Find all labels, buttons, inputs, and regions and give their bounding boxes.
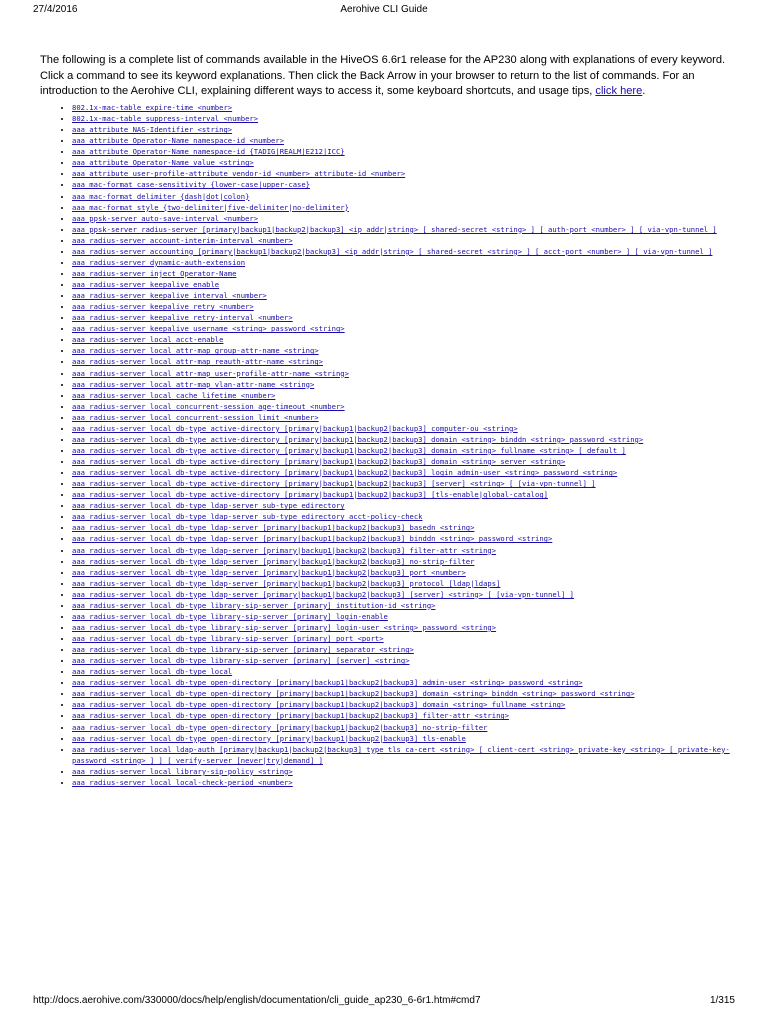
command-link[interactable]: aaa attribute Operator-Name value <string> bbox=[72, 158, 254, 168]
command-list-item bbox=[72, 522, 742, 533]
command-list-item bbox=[72, 345, 742, 356]
command-link[interactable]: aaa attribute NAS-Identifier <string> bbox=[72, 125, 233, 135]
command-link[interactable]: aaa radius-server local concurrent-session age-timeout <number> bbox=[72, 401, 345, 411]
command-list-item bbox=[72, 766, 742, 777]
command-link[interactable]: aaa radius-server local attr-map user-profile-attr-name <string> bbox=[72, 368, 349, 378]
command-list-item bbox=[72, 323, 742, 334]
command-link[interactable]: aaa radius-server local db-type active-directory [primary|backup1|backup2|backup3] [server] <string> [ [via-vpn-tunnel] ] bbox=[72, 479, 596, 489]
print-date: 27/4/2016 bbox=[33, 4, 78, 15]
command-link[interactable]: aaa radius-server local db-type ldap-server [primary|backup1|backup2|backup3] binddn <string> password <string> bbox=[72, 534, 553, 544]
command-list-item bbox=[72, 224, 742, 235]
command-link[interactable]: aaa radius-server local db-type open-directory [primary|backup1|backup2|backup3] no-strip-filter bbox=[72, 722, 488, 732]
command-list-item bbox=[72, 777, 742, 788]
command-link[interactable]: aaa radius-server local db-type open-directory [primary|backup1|backup2|backup3] admin-user <string> password <string> bbox=[72, 678, 583, 688]
command-link[interactable]: aaa attribute user-profile-attribute vendor-id <number> attribute-id <number> bbox=[72, 169, 406, 179]
intro-text-end: . bbox=[642, 85, 646, 98]
command-list-item bbox=[72, 677, 742, 688]
command-link[interactable]: aaa radius-server keepalive interval <number> bbox=[72, 291, 267, 301]
command-link[interactable]: aaa radius-server local db-type open-directory [primary|backup1|backup2|backup3] domain <string> fullname <string> bbox=[72, 700, 566, 710]
command-link[interactable]: aaa mac-format case-sensitivity {lower-case|upper-case} bbox=[72, 180, 310, 190]
command-list-item bbox=[72, 733, 742, 744]
command-link[interactable]: aaa radius-server local acct-enable bbox=[72, 335, 224, 345]
command-link[interactable]: aaa ppsk-server radius-server [primary|backup1|backup2|backup3] <ip_addr|string> [ shared-secret <string> ] [ auth-port <number> ] [ via-vpn-tunnel ] bbox=[72, 224, 717, 234]
command-link[interactable]: aaa radius-server local db-type ldap-server [primary|backup1|backup2|backup3] [server] <string> [ [via-vpn-tunnel] ] bbox=[72, 589, 574, 599]
command-list-item bbox=[72, 301, 742, 312]
command-list-item bbox=[72, 334, 742, 345]
command-list-item bbox=[72, 423, 742, 434]
command-list-item bbox=[72, 401, 742, 412]
command-list-item bbox=[72, 456, 742, 467]
command-link[interactable]: aaa radius-server local db-type active-directory [primary|backup1|backup2|backup3] login admin-user <string> password <string> bbox=[72, 468, 618, 478]
command-list-item bbox=[72, 168, 742, 179]
command-link[interactable]: aaa radius-server local db-type ldap-server [primary|backup1|backup2|backup3] port <number> bbox=[72, 567, 466, 577]
command-link[interactable]: aaa attribute Operator-Name namespace-id <number> bbox=[72, 136, 285, 146]
command-link[interactable]: aaa radius-server local db-type active-directory [primary|backup1|backup2|backup3] [tls-enable|global-catalog] bbox=[72, 490, 548, 500]
command-list-item bbox=[72, 710, 742, 721]
command-link[interactable]: aaa radius-server accounting [primary|backup1|backup2|backup3] <ip_addr|string> [ shared-secret <string> ] [ acct-port <number> ] [ via-vpn-tunnel ] bbox=[72, 246, 713, 256]
command-link[interactable]: aaa radius-server local attr-map vlan-attr-name <string> bbox=[72, 379, 315, 389]
command-link[interactable]: aaa radius-server local db-type ldap-server [primary|backup1|backup2|backup3] basedn <string> bbox=[72, 523, 475, 533]
command-list-item bbox=[72, 622, 742, 633]
command-link[interactable]: aaa radius-server local db-type ldap-server [primary|backup1|backup2|backup3] protocol [ldap|ldaps] bbox=[72, 578, 501, 588]
command-link[interactable]: aaa radius-server local attr-map reauth-attr-name <string> bbox=[72, 357, 323, 367]
command-link[interactable]: aaa radius-server inject Operator-Name bbox=[72, 268, 237, 278]
command-link[interactable]: aaa ppsk-server auto-save-interval <number> bbox=[72, 213, 259, 223]
command-list-item bbox=[72, 722, 742, 733]
command-list-item bbox=[72, 246, 742, 257]
command-list-item bbox=[72, 235, 742, 246]
command-list-item bbox=[72, 688, 742, 699]
command-list-item bbox=[72, 644, 742, 655]
command-list-item bbox=[72, 202, 742, 213]
command-link[interactable]: aaa radius-server local attr-map group-attr-name <string> bbox=[72, 346, 319, 356]
command-list-item bbox=[72, 279, 742, 290]
command-list-item bbox=[72, 290, 742, 301]
command-link[interactable]: aaa radius-server local db-type ldap-server [primary|backup1|backup2|backup3] no-strip-filter bbox=[72, 556, 475, 566]
command-list-item bbox=[72, 412, 742, 423]
command-list-item bbox=[72, 257, 742, 268]
command-link[interactable]: aaa radius-server local db-type ldap-server sub-type edirectory acct-policy-check bbox=[72, 512, 423, 522]
command-list-item bbox=[72, 655, 742, 666]
command-list-item bbox=[72, 390, 742, 401]
command-link[interactable]: aaa radius-server local db-type active-directory [primary|backup1|backup2|backup3] domain <string> fullname <string> [ default ] bbox=[72, 445, 626, 455]
command-list-item bbox=[72, 434, 742, 445]
command-link[interactable]: aaa radius-server local local-check-period <number> bbox=[72, 777, 293, 787]
intro-click-here-link[interactable]: click here bbox=[595, 85, 643, 98]
intro-text: The following is a complete list of commands available in the HiveOS 6.6r1 release for the AP230 along with explanations of every keyword. Click a command to see its keyword explanations. Then click the Back Arrow in your browser to return to the list of commands. For an introduction to the Aerohive CLI, explaining different ways to access it, some keyboard shortcuts, and usage tips, bbox=[40, 54, 726, 98]
command-link[interactable]: aaa radius-server local db-type active-directory [primary|backup1|backup2|backup3] computer-ou <string> bbox=[72, 423, 518, 433]
command-list-item bbox=[72, 533, 742, 544]
command-list-item bbox=[72, 489, 742, 500]
command-list-item bbox=[72, 744, 742, 766]
command-link[interactable]: aaa mac-format style {two-delimiter|five-delimiter|no-delimiter} bbox=[72, 202, 349, 212]
command-list-item bbox=[72, 478, 742, 489]
command-link[interactable]: aaa radius-server local db-type local bbox=[72, 667, 233, 677]
command-link[interactable]: aaa radius-server keepalive enable bbox=[72, 280, 220, 289]
command-list-item bbox=[72, 511, 742, 522]
command-list-item bbox=[72, 445, 742, 456]
print-header bbox=[0, 0, 768, 20]
command-link[interactable]: aaa radius-server local db-type open-directory [primary|backup1|backup2|backup3] filter-attr <string> bbox=[72, 711, 510, 721]
command-list-item bbox=[72, 268, 742, 279]
command-list-item bbox=[72, 589, 742, 600]
command-link[interactable]: aaa radius-server local db-type open-directory [primary|backup1|backup2|backup3] tls-enable bbox=[72, 733, 466, 743]
command-link[interactable]: aaa radius-server local db-type ldap-server sub-type edirectory bbox=[72, 501, 345, 511]
command-link[interactable]: aaa radius-server keepalive retry-interval <number> bbox=[72, 313, 293, 323]
page-url: http://docs.aerohive.com/330000/docs/help/english/documentation/cli_guide_ap230_6-6r1.htm#cmd7 bbox=[33, 995, 481, 1006]
command-link[interactable]: aaa radius-server keepalive username <string> password <string> bbox=[72, 324, 345, 334]
print-footer bbox=[0, 995, 768, 1015]
command-link[interactable]: aaa radius-server account-interim-interval <number> bbox=[72, 235, 293, 245]
command-link[interactable]: aaa radius-server keepalive retry <number> bbox=[72, 302, 254, 312]
command-link[interactable]: aaa radius-server local db-type open-directory [primary|backup1|backup2|backup3] domain <string> binddn <string> password <string> bbox=[72, 689, 635, 699]
command-list-item bbox=[72, 312, 742, 323]
command-list-item bbox=[72, 567, 742, 578]
command-link[interactable]: aaa radius-server local db-type library-sip-server [primary] login-user <string> password <string> bbox=[72, 622, 497, 632]
command-list-item bbox=[72, 191, 742, 202]
command-list-item bbox=[72, 379, 742, 390]
command-list-item bbox=[72, 556, 742, 567]
command-list-item bbox=[72, 135, 742, 146]
command-list-item bbox=[72, 633, 742, 644]
command-list-item bbox=[72, 611, 742, 622]
command-link[interactable]: aaa mac-format delimiter {dash|dot|colon} bbox=[72, 191, 250, 201]
command-link[interactable]: aaa radius-server local db-type active-directory [primary|backup1|backup2|backup3] domain <string> server <string> bbox=[72, 457, 566, 466]
command-list-item bbox=[72, 124, 742, 135]
command-link[interactable]: aaa radius-server local db-type library-sip-server [primary] institution-id <string> bbox=[72, 600, 436, 610]
command-list-item bbox=[72, 213, 742, 224]
command-list-item bbox=[72, 113, 742, 124]
command-link[interactable]: aaa radius-server local cache lifetime <number> bbox=[72, 390, 276, 400]
command-link[interactable]: aaa radius-server local db-type library-sip-server [primary] separator <string> bbox=[72, 645, 414, 655]
command-list-item bbox=[72, 545, 742, 556]
command-list-item bbox=[72, 600, 742, 611]
command-list-item bbox=[72, 356, 742, 367]
command-link[interactable]: aaa radius-server dynamic-auth-extension bbox=[72, 257, 246, 267]
command-list-item bbox=[72, 699, 742, 710]
command-link[interactable]: aaa radius-server local db-type library-sip-server [primary] port <port> bbox=[72, 634, 384, 643]
command-list-item bbox=[72, 157, 742, 168]
command-link[interactable]: aaa radius-server local ldap-auth [primary|backup1|backup2|backup3] type tls ca-cert <string> [ client-cert <string> private-key <string> [ private-key-password <string> ] ] [ verify-server [never|try|demand] ] bbox=[72, 744, 730, 765]
command-link[interactable]: aaa radius-server local db-type ldap-server [primary|backup1|backup2|backup3] filter-attr <string> bbox=[72, 545, 497, 555]
intro-paragraph bbox=[40, 53, 730, 100]
command-link[interactable]: 802.1x-mac-table expire-time <number> bbox=[72, 103, 233, 112]
command-link[interactable]: aaa radius-server local db-type library-sip-server [primary] [server] <string> bbox=[72, 656, 410, 666]
command-link[interactable]: aaa radius-server local db-type library-sip-server [primary] login-enable bbox=[72, 611, 388, 621]
command-list-item bbox=[72, 467, 742, 478]
command-list-item bbox=[72, 146, 742, 157]
command-list-item bbox=[72, 102, 742, 113]
command-list-item bbox=[72, 666, 742, 677]
command-list-item bbox=[72, 500, 742, 511]
command-link[interactable]: 802.1x-mac-table suppress-interval <number> bbox=[72, 114, 259, 124]
command-link[interactable]: aaa attribute Operator-Name namespace-id {TADIG|REALM|E212|ICC} bbox=[72, 147, 345, 157]
command-list-item bbox=[72, 578, 742, 589]
command-list-item bbox=[72, 179, 742, 190]
document-title: Aerohive CLI Guide bbox=[340, 4, 428, 15]
command-link[interactable]: aaa radius-server local library-sip-policy <string> bbox=[72, 766, 293, 776]
page-number: 1/315 bbox=[709, 995, 735, 1006]
command-list bbox=[56, 102, 742, 788]
command-link[interactable]: aaa radius-server local db-type active-directory [primary|backup1|backup2|backup3] domain <string> binddn <string> password <string> bbox=[72, 434, 644, 444]
command-list-item bbox=[72, 368, 742, 379]
command-link[interactable]: aaa radius-server local concurrent-session limit <number> bbox=[72, 412, 319, 422]
